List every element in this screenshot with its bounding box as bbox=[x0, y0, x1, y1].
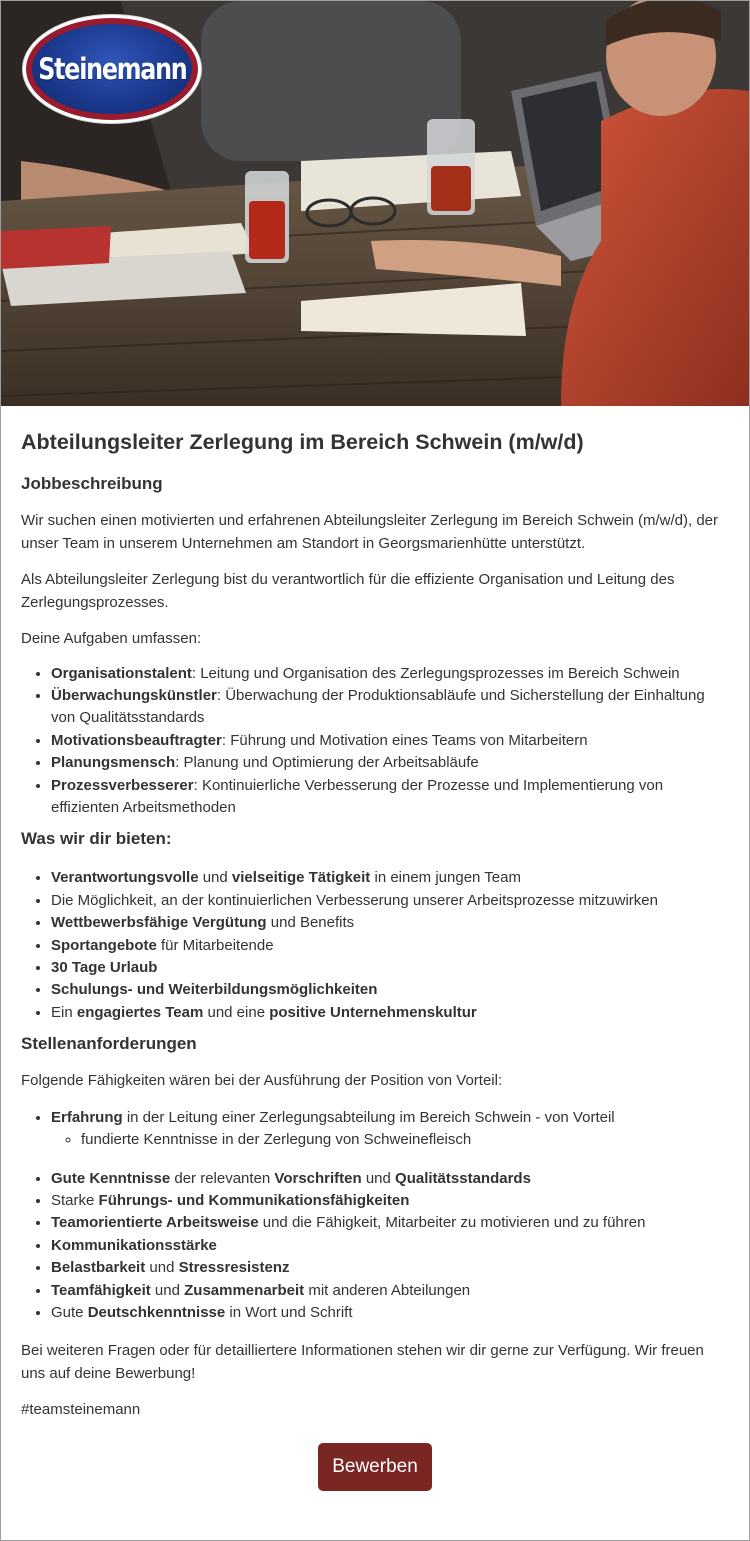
list-item: • Schulungs- und Weiterbildungsmöglichkeiten bbox=[51, 979, 729, 1001]
requirements-list bbox=[21, 1168, 729, 1325]
list-item: • Kommunikationsstärke bbox=[51, 1235, 729, 1257]
logo-wordmark: Steinemann bbox=[37, 52, 187, 86]
list-item: • Sportangebote für Mitarbeitende bbox=[51, 935, 729, 957]
sub-list-item: ◦ fundierte Kenntnisse in der Zerlegung von Schweinefleisch bbox=[81, 1129, 729, 1151]
list-item: • Die Möglichkeit, an der kontinuierlichen Verbesserung unserer Arbeitsprozesse mitzuwirken bbox=[51, 890, 729, 912]
intro-paragraph-2: Als Abteilungsleiter Zerlegung bist du verantwortlich für die effiziente Organisation und Leitung des Zerlegungsprozesses. bbox=[21, 571, 675, 611]
sub-list bbox=[51, 1129, 729, 1151]
list-item: • Prozessverbesserer: Kontinuierliche Verbesserung der Prozesse und Implementierung von effizienten Arbeitsmethoden bbox=[51, 775, 729, 820]
list-item: • Erfahrung in der Leitung einer Zerlegungsabteilung im Bereich Schwein - von Vorteil ◦ fundierte Kenntnisse in der Zerlegung von Schweinefleisch bbox=[51, 1107, 729, 1152]
list-item: • Überwachungskünstler: Überwachung der Produktionsabläufe und Sicherstellung der Einhaltung von Qualitätsstandards bbox=[51, 685, 729, 730]
section-heading-angebot: Was wir dir bieten: bbox=[21, 829, 172, 849]
list-item: • Verantwortungsvolle und vielseitige Tätigkeit in einem jungen Team bbox=[51, 867, 729, 889]
tasks-lead: Deine Aufgaben umfassen: bbox=[21, 630, 202, 647]
job-content bbox=[1, 428, 749, 1491]
requirements-lead: Folgende Fähigkeiten wären bei der Ausführung der Position von Vorteil: bbox=[21, 1072, 503, 1090]
apply-button[interactable]: Bewerben bbox=[318, 1443, 432, 1491]
job-title: Abteilungsleiter Zerlegung im Bereich Schwein (m/w/d) bbox=[21, 430, 584, 454]
list-item: • Ein engagiertes Team und eine positive Unternehmenskultur bbox=[51, 1002, 729, 1024]
list-item: • Gute Kenntnisse der relevanten Vorschriften und Qualitätsstandards bbox=[51, 1168, 729, 1190]
section-heading-jobbeschreibung: Jobbeschreibung bbox=[21, 474, 163, 493]
list-item: • Teamorientierte Arbeitsweise und die Fähigkeit, Mitarbeiter zu motivieren und zu führen bbox=[51, 1212, 729, 1234]
list-item: • Gute Deutschkenntnisse in Wort und Schrift bbox=[51, 1302, 729, 1324]
list-item: • Organisationstalent: Leitung und Organisation des Zerlegungsprozesses im Bereich Schwein bbox=[51, 663, 729, 685]
list-item: • Motivationsbeauftragter: Führung und Motivation eines Teams von Mitarbeitern bbox=[51, 730, 729, 752]
intro-paragraph-1: Wir suchen einen motivierten und erfahrenen Abteilungsleiter Zerlegung im Bereich Schwein (m/w/d), der unser Team in unserem Unternehmen am Standort in Georgsmarienhütte unterstützt. bbox=[21, 512, 719, 552]
requirements-list-first bbox=[21, 1107, 729, 1152]
list-item: • Starke Führungs- und Kommunikationsfähigkeiten bbox=[51, 1190, 729, 1212]
apply-button-wrapper bbox=[21, 1443, 729, 1491]
list-item: • 30 Tage Urlaub bbox=[51, 957, 729, 979]
list-item: • Teamfähigkeit und Zusammenarbeit mit anderen Abteilungen bbox=[51, 1280, 729, 1302]
steinemann-logo bbox=[23, 15, 201, 123]
list-item: • Wettbewerbsfähige Vergütung und Benefits bbox=[51, 912, 729, 934]
list-item: • Planungsmensch: Planung und Optimierung der Arbeitsabläufe bbox=[51, 752, 729, 774]
tasks-list bbox=[21, 663, 729, 820]
hero-image bbox=[1, 1, 749, 406]
offers-list bbox=[21, 867, 729, 1024]
list-item: • Belastbarkeit und Stressresistenz bbox=[51, 1257, 729, 1279]
hashtag: #teamsteinemann bbox=[21, 1401, 141, 1419]
closing-paragraph: Bei weiteren Fragen oder für detailliertere Informationen stehen wir dir gerne zur Verfügung. Wir freuen uns auf deine Bewerbung! bbox=[21, 1342, 704, 1382]
section-heading-stellenanforderungen: Stellenanforderungen bbox=[21, 1034, 197, 1054]
